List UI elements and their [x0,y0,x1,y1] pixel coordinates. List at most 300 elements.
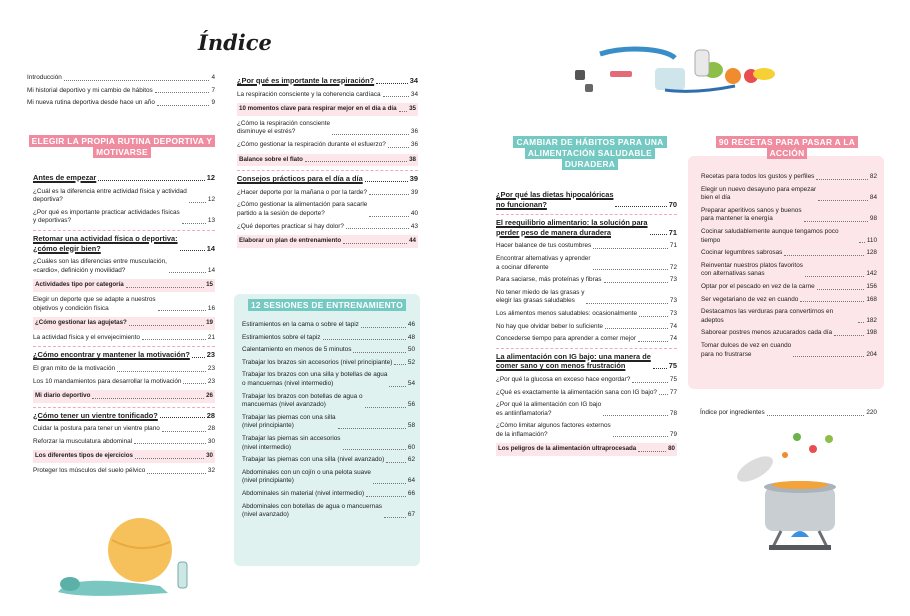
toc-entry-title: Destacamos las verduras para convertirnos en adeptos [701,308,834,324]
toc-highlight-row[interactable] [496,443,677,456]
dot-leader [399,111,408,112]
toc-page-number: 36 [410,140,418,148]
toc-entry-title: Consejos prácticos para el día a día [237,174,363,184]
toc-entry-title: Cuidar la postura para tener un vientre plano [33,425,160,433]
toc-page-number: 62 [407,456,415,464]
cooking-pot-icon [725,425,875,555]
toc-highlight-row[interactable] [33,390,215,403]
toc-page-number: 28 [207,425,215,433]
section-title-3: CAMBIAR DE HÁBITOS PARA UNA ALIMENTACIÓN SALUDABLE DURADERA [513,136,666,170]
dot-leader [784,255,864,256]
toc-entry-row[interactable] [496,422,677,439]
toc-list-3 [496,190,677,460]
toc-entry-title: No hay que olvidar beber lo suficiente [496,322,603,330]
toc-entry-row[interactable] [496,376,677,385]
toc-entry-row[interactable] [33,467,215,476]
toc-page-number: 72 [669,263,677,271]
sport-gear-food-icon [565,46,780,108]
toc-entry-title: Trabajar las piernas con una silla (nivel avanzado) [242,456,385,464]
toc-page-number: 34 [409,76,418,85]
dot-leader [129,325,204,326]
dot-leader [386,462,406,463]
dot-leader [160,417,205,418]
dot-leader [384,517,406,518]
toc-entry-title: Estiramientos sobre el tapiz [242,333,321,341]
toc-entry-title: La respiración consciente y la coherencia cardíaca [237,90,381,98]
toc-entry-row[interactable] [33,378,215,387]
toc-page-number: 110 [866,236,877,244]
dot-leader [162,431,206,432]
toc-page-number: 82 [869,173,877,180]
dot-leader [180,250,205,251]
toc-page-number: 75 [669,375,677,383]
dot-leader [169,272,206,273]
toc-entry-row[interactable] [242,456,415,465]
toc-page-number: 77 [669,388,677,396]
dot-leader [639,316,668,317]
dot-leader [638,341,668,342]
toc-entry-row[interactable] [237,201,418,218]
toc-entry-title: Trabajar los brazos con botellas de agua o mancuernas (nivel avanzado) [242,392,363,409]
dot-leader [388,147,409,148]
toc-page-number: 12 [207,196,215,204]
toc-page-number: 36 [410,128,418,136]
toc-entry-title: Trabajar los brazos con una silla y botellas de agua o mancuernas (nivel intermedio) [242,371,388,387]
toc-page-number: 204 [866,350,877,358]
toc-entry-row[interactable] [27,74,215,83]
toc-entry-title: ¿Por qué es importante la respiración? [237,76,375,85]
toc-page-number: 58 [407,422,415,430]
dot-leader [383,96,409,97]
page-title: Índice [198,30,272,55]
toc-page-number: 14 [207,266,215,274]
toc-entry-title: ¿Cómo gestionar la respiración durante el esfuerzo? [237,140,386,148]
toc-entry-row[interactable] [237,141,418,150]
toc-entry-title: Ser vegetariano de vez en cuando [701,295,799,303]
toc-page-number: 50 [407,346,415,354]
toc-entry-title: Reforzar la musculatura abdominal [33,437,133,445]
toc-page-number: 73 [669,309,677,317]
toc-page-number: 44 [409,237,416,245]
toc-heading-row[interactable] [33,350,215,360]
dot-leader [604,282,668,283]
dot-leader [346,228,409,229]
dot-leader [653,368,667,369]
toc-page-number: 7 [211,86,215,94]
toc-entry-title: Mi nueva rutina deportiva desde hace un año [27,99,155,107]
toc-entry-row[interactable] [242,359,415,368]
toc-entry-title: Retomar una actividad física o deportiva: ¿cómo elegir bien? [33,233,178,253]
dot-leader [818,200,868,201]
toc-entry-title: Elegir un deporte que se adapte a nuestros objetivos y condición física [33,295,156,312]
toc-page-number: 75 [668,361,677,371]
toc-page-number: 84 [869,194,877,202]
toc-highlight-row[interactable] [237,235,418,248]
dot-leader [155,92,210,93]
toc-entry-title: Antes de empezar [33,173,97,182]
toc-entry-row[interactable] [496,323,677,332]
toc-list-2 [242,321,415,524]
toc-entry-title: Reinventar nuestros platos favoritos con alternativas sanas [701,261,803,278]
toc-entry-title: ¿Por qué es importante practicar actividades físicas y deportivas? [33,208,180,225]
toc-page-number: 73 [669,297,677,305]
toc-entry-row[interactable] [242,435,415,452]
section-separator [33,407,215,408]
toc-heading-row[interactable] [496,352,677,371]
toc-entry-row[interactable] [242,321,415,330]
toc-entry-row[interactable] [701,329,877,338]
toc-page-number: 79 [669,430,677,438]
toc-entry-title: Mi diario deportivo [35,392,91,400]
toc-entry-row[interactable] [701,186,877,203]
toc-entry-title: La alimentación con IG bajo: una manera de comer sano y con menos frustración [496,351,651,371]
toc-entry-row[interactable] [496,389,677,398]
toc-entry-title: La actividad física y el envejecimiento [33,333,140,341]
toc-entry-title: Abdominales con un cojín o una pelota suave (nivel principiante) [242,468,371,485]
section-banner-4 [708,137,866,159]
dot-leader [192,357,205,358]
dot-leader [353,352,405,353]
toc-entry-title: Tomar dulces de vez en cuando para no frustrarse [701,341,792,358]
toc-page-number: 23 [206,350,215,360]
dot-leader [323,339,406,340]
toc-heading-row[interactable] [33,234,215,253]
toc-page-number: 12 [206,173,215,182]
toc-page-number: 142 [866,270,877,278]
dot-leader [816,179,868,180]
dot-leader [834,335,864,336]
toc-page-number: 43 [410,222,418,230]
toc-entry-title: Los 10 mandamientos para desarrollar la motivación [33,377,182,385]
toc-page-number: 40 [410,209,418,217]
dot-leader [365,407,406,408]
dot-leader [98,180,205,181]
toc-heading-row[interactable] [237,174,418,184]
toc-entry-row[interactable] [496,276,677,285]
toc-entry-row[interactable] [701,228,877,245]
ingredient-index-row[interactable] [700,409,877,418]
toc-page-number: 19 [206,319,213,327]
dot-leader [189,202,206,203]
toc-highlight-row[interactable] [33,279,215,292]
toc-page-number: 26 [206,392,213,400]
toc-page-number: 198 [866,329,877,337]
toc-page-number: 28 [206,410,215,420]
section-separator [496,348,677,349]
toc-entry-row[interactable] [242,469,415,486]
toc-page-number: 21 [207,333,215,341]
dot-leader [147,473,206,474]
toc-entry-row[interactable] [33,425,215,434]
toc-page-number: 52 [407,358,415,366]
toc-entry-title: Abdominales con botellas de agua o mancuernas (nivel avanzado) [242,502,382,519]
dot-leader [593,269,668,270]
dot-leader [394,364,406,365]
toc-entry-row[interactable] [33,209,215,226]
toc-entry-title: ¿Por qué las dietas hipocalóricas no funcionan? [496,190,614,209]
dot-leader [373,483,406,484]
toc-entry-title: Los diferentes tipos de ejercicios [35,452,133,460]
toc-page-number: 80 [668,445,675,453]
toc-entry-title: ¿Cómo encontrar y mantener la motivación? [33,350,190,360]
section-banner-3 [505,137,675,170]
toc-entry-row[interactable] [496,255,677,272]
toc-entry-title: Estiramientos en la cama o sobre el tapiz [242,321,359,328]
toc-entry-row[interactable] [242,503,415,520]
dot-leader [586,303,667,304]
dot-leader [800,301,864,302]
toc-heading-row[interactable] [33,173,215,183]
toc-entry-row[interactable] [701,296,877,305]
toc-entry-row[interactable] [33,438,215,447]
toc-entry-row[interactable] [242,334,415,343]
toc-entry-row[interactable] [33,258,215,275]
toc-page-number: 56 [407,401,415,409]
toc-entry-title: Elegir un nuevo desayuno para empezar bien el día [701,185,817,202]
dot-leader [593,248,668,249]
toc-entry-row[interactable] [496,335,677,344]
toc-list-1 [33,173,215,480]
dot-leader [343,243,407,244]
toc-entry-row[interactable] [701,249,877,258]
toc-entry-row[interactable] [33,296,215,313]
toc-page-number: 39 [410,188,418,196]
toc-entry-title: ¿Por qué la alimentación con IG bajo es antiinflamatoria? [496,401,602,417]
toc-page-number: 14 [206,243,215,253]
toc-entry-title: Abdominales sin material (nivel intermedio) [242,489,365,497]
toc-page-number: 73 [669,276,677,284]
toc-page-number: 9 [211,99,215,107]
toc-entry-title: Cocinar saludablemente aunque tengamos poco tiempo [701,227,839,244]
section-title-2: 12 SESIONES DE ENTRENAMIENTO [248,299,406,311]
dot-leader [632,382,668,383]
toc-entry-title: ¿Qué es exactamente la alimentación sana con IG bajo? [496,388,657,396]
toc-page-number: 32 [207,467,215,475]
toc-heading-row[interactable] [496,218,677,237]
toc-entry-title: Balance sobre el flato [239,155,303,163]
toc-page-number: 168 [866,295,877,303]
dot-leader [134,443,206,444]
ingredient-index-label: Índice por ingredientes [700,409,765,416]
dot-leader [305,161,407,162]
toc-entry-row[interactable] [33,334,215,343]
section-separator [496,214,677,215]
dot-leader [376,83,408,84]
toc-list-2a [237,76,418,252]
toc-page-number: 71 [669,242,677,250]
toc-entry-row[interactable] [242,346,415,355]
dot-leader [157,105,210,106]
toc-entry-row[interactable] [701,173,877,182]
toc-page-number: 128 [866,249,877,257]
toc-entry-title: No tener miedo de las grasas y elegir las grasas saludables [496,288,585,305]
toc-page-number: 156 [866,282,877,290]
dot-leader [366,496,406,497]
toc-entry-title: Para saciarse, más proteínas y fibras [496,276,602,284]
toc-entry-row[interactable] [237,223,418,232]
dot-leader [135,458,204,459]
toc-entry-row[interactable] [701,262,877,279]
toc-page-number: 35 [409,105,416,113]
toc-entry-row[interactable] [701,308,877,325]
toc-entry-title: ¿Cómo gestionar la alimentación para sacarle partido a la sesión de deporte? [237,201,368,217]
dot-leader [650,234,667,235]
toc-entry-row[interactable] [33,188,215,205]
toc-entry-title: ¿Cómo tener un vientre tonificado? [33,410,158,420]
section-banner-2 [234,300,420,311]
section-title-4: 90 RECETAS PARA PASAR A LA ACCIÓN [716,136,858,159]
toc-entry-title: ¿Qué deportes practicar si hay dolor? [237,222,344,230]
toc-entry-title: Optar por el pescado en vez de la carne [701,282,815,290]
dot-leader [64,80,210,81]
toc-page-number: 15 [206,281,213,289]
toc-list-4 [701,173,877,363]
yoga-mat-ball-icon [50,500,200,600]
dot-leader [369,194,409,195]
dot-leader [805,276,864,277]
dot-leader [858,322,864,323]
toc-entry-title: Los peligros de la alimentación ultraprocesada [498,445,637,453]
toc-entry-title: Trabajar las piernas sin accesorios (nivel intermedio) [242,434,341,451]
dot-leader [605,328,668,329]
toc-page-number: 182 [866,316,877,324]
toc-entry-row[interactable] [27,87,215,96]
toc-entry-row[interactable] [242,414,415,431]
toc-entry-title: Los alimentos menos saludables: ocasionalmente [496,309,638,317]
toc-entry-title: Saborear postres menos azucarados cada día [701,329,833,337]
toc-entry-title: ¿Por qué la glucosa en exceso hace engordar? [496,375,631,383]
dot-leader [365,181,408,182]
dot-leader [859,242,865,243]
toc-entry-title: ¿Cómo limitar algunos factores externos de la inflamación? [496,422,611,438]
toc-entry-title: ¿Cómo la respiración consciente disminuye el estrés? [237,119,331,136]
dot-leader [343,449,406,450]
toc-entry-row[interactable] [496,242,677,251]
toc-page-number: 48 [407,333,415,341]
dot-leader [369,216,409,217]
toc-page-number: 34 [410,90,418,98]
toc-entry-title: El reequilibrio alimentario: la solución para perder peso de manera duradera [496,218,648,237]
toc-page-number: 30 [207,437,215,445]
toc-page-number: 54 [407,379,415,387]
toc-entry-title: ¿Cuál es la diferencia entre actividad física y actividad deportiva? [33,187,187,204]
toc-page-number: 60 [407,443,415,451]
toc-page-number: 38 [409,155,416,163]
toc-entry-title: El gran mito de la motivación [33,364,116,372]
toc-page-number: 74 [669,322,677,330]
dot-leader [117,371,206,372]
toc-page-number: 71 [668,227,677,237]
dot-leader [142,339,206,340]
toc-entry-title: Mi historial deportivo y mi cambio de hábitos [27,86,153,94]
toc-page-number: 98 [869,215,877,223]
dot-leader [158,310,206,311]
toc-entry-title: Encontrar alternativas y aprender a cocinar diferente [496,254,591,271]
toc-heading-row[interactable] [237,76,418,86]
dot-leader [183,383,205,384]
toc-entry-row[interactable] [33,365,215,374]
toc-heading-row[interactable] [33,411,215,421]
toc-entry-row[interactable] [242,393,415,410]
toc-entry-title: Proteger los músculos del suelo pélvico [33,467,146,475]
toc-entry-row[interactable] [242,371,415,388]
toc-page-number: 30 [206,452,213,460]
section-separator [237,170,418,171]
toc-page-number: 78 [669,409,677,417]
toc-entry-row[interactable] [496,289,677,306]
toc-entry-title: Trabajar los brazos sin accesorios (nivel principiante) [242,358,393,366]
toc-entry-title: Elaborar un plan de entrenamiento [239,237,342,245]
section-separator [33,346,215,347]
toc-page-number: 23 [207,377,215,385]
toc-entry-row[interactable] [237,120,418,137]
dot-leader [92,398,204,399]
dot-leader [361,327,406,328]
toc-page-number: 46 [407,321,415,328]
toc-page-number: 39 [409,174,418,184]
toc-entry-title: 10 momentos clave para respirar mejor en el día a día [239,105,397,113]
dot-leader [659,394,668,395]
toc-page-number: 66 [407,489,415,497]
toc-entry-row[interactable] [237,91,418,100]
toc-page-number: 13 [207,217,215,225]
section-title-1: ELEGIR LA PROPIA RUTINA DEPORTIVA Y MOTIVARSE [29,135,216,158]
toc-entry-row[interactable] [701,342,877,359]
toc-highlight-row[interactable] [33,317,215,330]
toc-highlight-row[interactable] [33,450,215,463]
toc-entry-row[interactable] [237,189,418,198]
toc-entry-title: Introducción [27,74,62,81]
toc-highlight-row[interactable] [237,154,418,167]
toc-entry-row[interactable] [27,99,215,108]
toc-page-number: 4 [211,74,215,81]
dot-leader [613,436,668,437]
toc-entry-row[interactable] [242,490,415,499]
toc-entry-title: Preparar aperitivos sanos y buenos para mantener la energía [701,206,802,223]
toc-page-number: 23 [207,364,215,372]
toc-highlight-row[interactable] [237,103,418,116]
dot-leader [817,289,865,290]
toc-entry-row[interactable] [701,283,877,292]
ingredient-index-page: 220 [866,409,877,416]
dot-leader [804,221,868,222]
toc-entry-title: ¿Cómo gestionar las agujetas? [35,319,127,327]
toc-entry-title: ¿Hacer deporte por la mañana o por la tarde? [237,188,368,196]
section-banner-1 [27,136,217,158]
toc-entry-title: Concederse tiempo para aprender a comer mejor [496,335,636,343]
toc-page-number: 70 [668,199,677,209]
toc-page-number: 67 [407,511,415,519]
toc-entry-title: ¿Cuáles son las diferencias entre musculación, «cardio», definición y movilidad? [33,258,167,274]
toc-page-number: 16 [207,304,215,312]
toc-entry-title: Cocinar legumbres sabrosas [701,249,783,257]
dot-leader [603,415,668,416]
toc-entry-title: Actividades tipo por categoría [35,281,124,289]
dot-leader [126,287,204,288]
toc-entry-row[interactable] [496,401,677,418]
dot-leader [793,356,864,357]
toc-page-number: 64 [407,477,415,485]
section-separator [33,230,215,231]
dot-leader [338,428,406,429]
toc-column-1 [27,74,215,112]
dot-leader [615,206,666,207]
toc-heading-row[interactable] [496,190,677,209]
toc-entry-title: Hacer balance de tus costumbres [496,242,592,250]
toc-entry-row[interactable] [496,310,677,319]
dot-leader [389,386,405,387]
toc-entry-row[interactable] [701,207,877,224]
